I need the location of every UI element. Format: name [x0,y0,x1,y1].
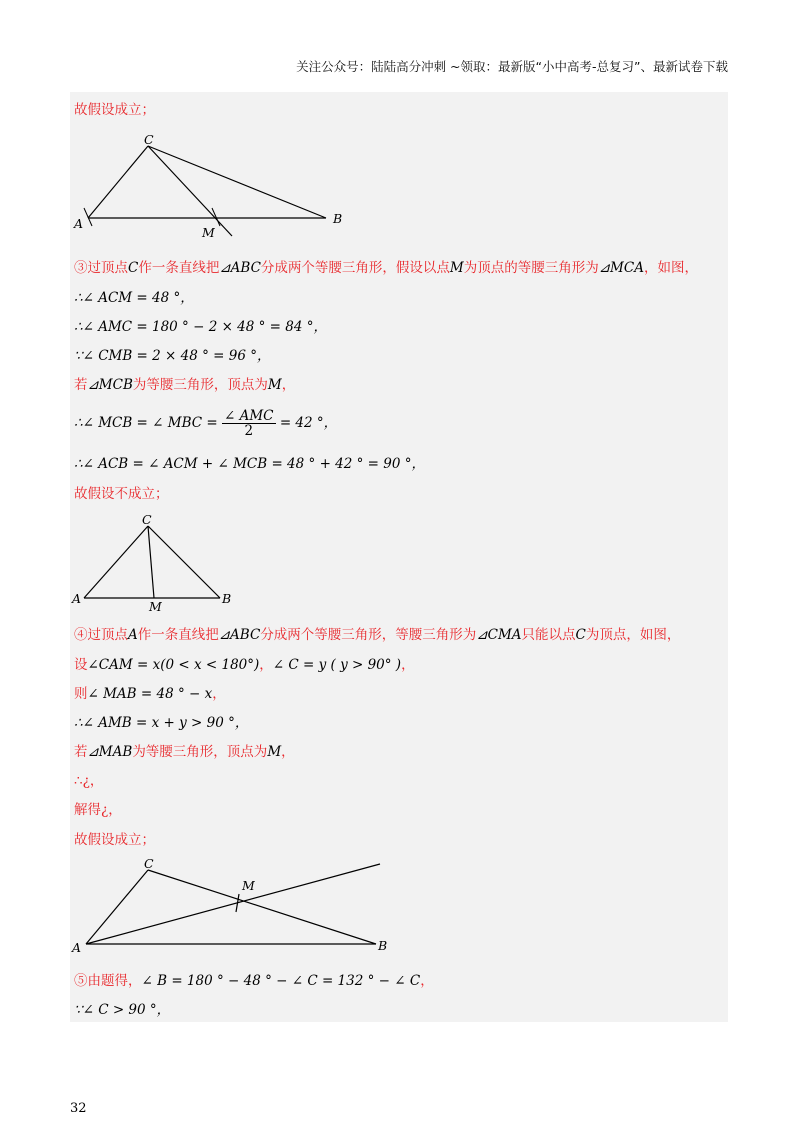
segment-ac [88,146,148,218]
text-line: 解得¿， [74,802,122,818]
text-line: ③过顶点C作一条直线把⊿ABC分成两个等腰三角形，假设以点M为顶点的等腰三角形为⊿MCA，如图， [74,260,698,276]
math-line: ∴∠ ACB = ∠ ACM + ∠ MCB = 48 ° + 42 ° = 90 °， [74,456,425,472]
label-m: M [202,225,215,240]
math-line: ∴∠ AMB = x + y > 90 °， [74,715,249,731]
label-c: C [142,512,152,527]
label-b: B [333,211,343,226]
segment-cm [148,146,232,236]
figure-1 [70,134,370,244]
math-line: ∴∠ ACM = 48 °， [74,290,194,306]
solution-content [70,92,728,1022]
fraction: $\frac{\text{∠ AMC}}{2}$ [224,408,274,440]
segment-ac [86,870,148,944]
math-line: ∴∠ AMC = 180 ° − 2 × 48 ° = 84 °， [74,319,328,335]
tick-mark [84,208,92,226]
segment-ac [84,526,148,598]
text-line: 则∠ MAB = 48 ° − x， [74,686,226,702]
label-c: C [144,134,154,147]
segment-cm [148,526,154,598]
label-b: B [378,938,388,953]
text-line: 故假设成立； [74,832,155,848]
math-line: ∴∠ MCB = ∠ MBC = $\frac{\text{∠ AMC}}{2}$ = 42 °， [74,408,338,440]
label-a: A [72,591,82,606]
page-header: 关注公众号：陆陆高分冲刺 ~领取：最新版“小中高考-总复习”、最新试卷下载 [296,59,728,74]
figure-2 [70,512,270,612]
segment-cb [148,526,220,598]
label-m: M [149,599,162,612]
text-line: ∴¿， [74,773,104,789]
tick-mark [212,208,220,226]
segment-cb [148,870,376,944]
segment-cb [148,146,326,218]
text-line: ④过顶点A作一条直线把⊿ABC分成两个等腰三角形，等腰三角形为⊿CMA只能以点C为顶点，如图， [74,627,681,643]
figure-3 [70,856,400,956]
text-line: 故假设成立； [74,102,155,118]
math-line: ∵∠ C > 90 °， [74,1002,171,1018]
segment-am [86,864,380,944]
label-c: C [144,856,154,871]
label-a: A [74,216,84,231]
label-a: A [72,940,82,955]
text-line: 故假设不成立； [74,486,169,502]
text-line: 设∠CAM = x(0 < x < 180°)，∠ C = y ( y > 90° )， [74,657,415,673]
text-line: 若⊿MAB为等腰三角形，顶点为M， [74,744,295,760]
text-line: ⑤由题得，∠ B = 180 ° − 48 ° − ∠ C = 132 ° − ∠ C， [74,973,434,989]
math-line: ∵∠ CMB = 2 × 48 ° = 96 °， [74,348,271,364]
page-number: 32 [70,1101,87,1116]
text-line: 若⊿MCB为等腰三角形，顶点为M， [74,377,296,393]
label-b: B [222,591,232,606]
label-m: M [242,878,255,893]
